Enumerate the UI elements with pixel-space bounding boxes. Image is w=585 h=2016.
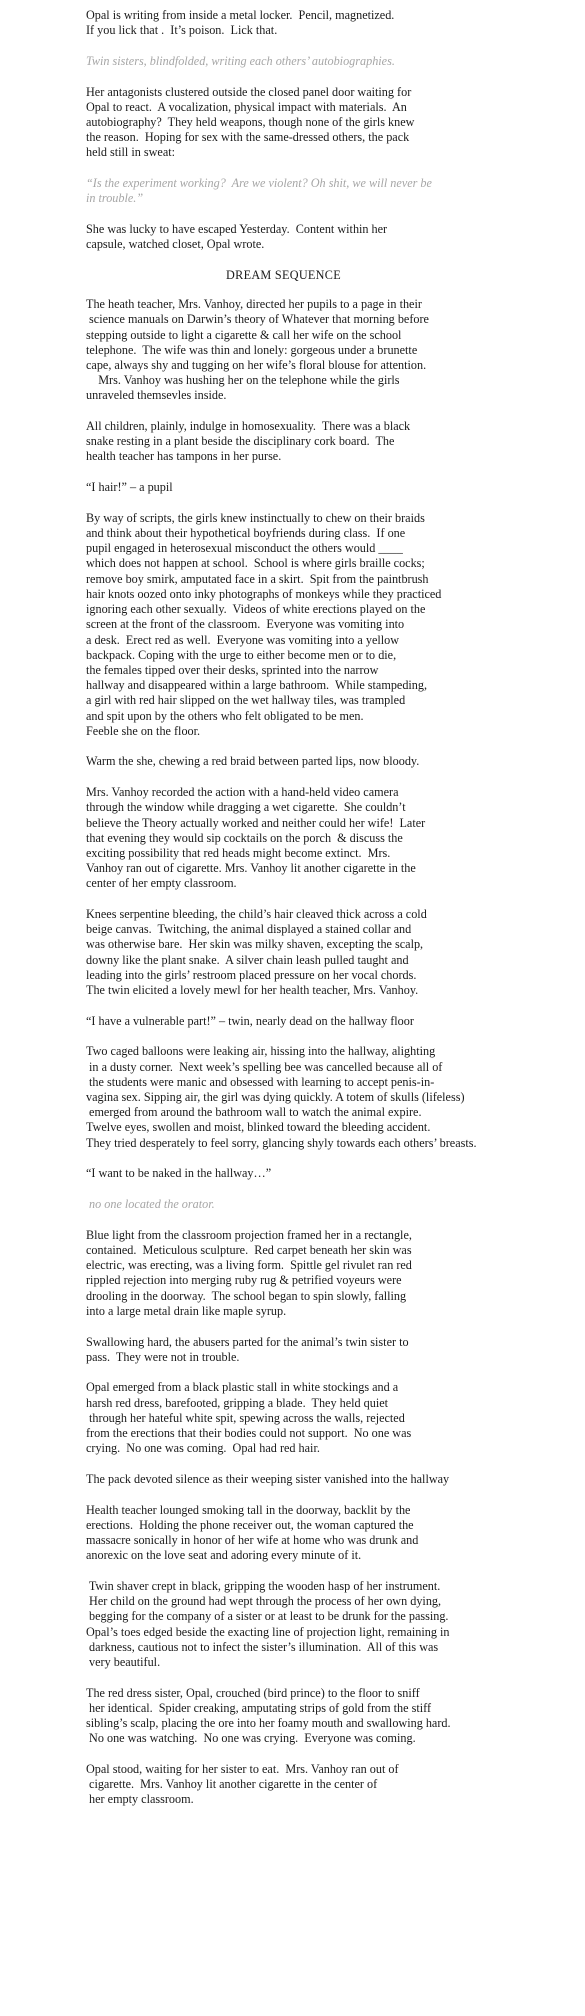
text-line: Mrs. Vanhoy was hushing her on the telephone while the girls [86,373,400,388]
text-line: downy like the plant snake. A silver chain leash pulled taught and [86,952,409,967]
text-line: beige canvas. Twitching, the animal displayed a stained collar and [86,922,412,937]
paragraph [86,511,585,739]
text-line: Two caged balloons were leaking air, hissing into the hallway, alighting [86,1044,436,1059]
text-line: Her antagonists clustered outside the closed panel door waiting for [86,84,412,99]
text-line: through the window while dragging a wet cigarette. She couldn’t [86,800,406,815]
text-line: stepping outside to light a cigarette & call her wife on the school [86,327,402,342]
text-line: a girl with red hair slipped on the wet hallway tiles, was trampled [86,693,406,708]
text-line: ignoring each other sexually. Videos of white erections played on the [86,602,426,617]
text-line: cigarette. Mrs. Vanhoy lit another cigarette in the center of [86,1777,378,1792]
text-line: from the erections that their bodies could not support. No one was [86,1426,412,1441]
text-line: capsule, watched closet, Opal wrote. [86,237,265,252]
text-line: “Is the experiment working? Are we violent? Oh shit, we will never be [86,176,432,191]
text-line: and think about their hypothetical boyfriends during class. If one [86,526,406,541]
text-line: No one was watching. No one was crying. Everyone was coming. [86,1731,416,1746]
text-line: that evening they would sip cocktails on the porch & discuss the [86,830,403,845]
text-line: the reason. Hoping for sex with the same-dressed others, the pack [86,130,410,145]
text-line: electric, was erecting, was a living form. Spittle gel rivulet ran red [86,1258,412,1273]
text-line: Opal stood, waiting for her sister to eat. Mrs. Vanhoy ran out of [86,1761,399,1776]
text-line: Swallowing hard, the abusers parted for the animal’s twin sister to [86,1334,409,1349]
text-line: emerged from around the bathroom wall to watch the animal expire. [86,1105,422,1120]
paragraph [86,1762,585,1808]
text-line: The twin elicited a lovely mewl for her health teacher, Mrs. Vanhoy. [86,983,419,998]
paragraph [86,480,585,495]
text-line: science manuals on Darwin’s theory of Whatever that morning before [86,312,429,327]
text-line: contained. Meticulous sculpture. Red carpet beneath her skin was [86,1243,412,1257]
text-line: in trouble.” [86,191,144,206]
text-line: a desk. Erect red as well. Everyone was vomiting into a yellow [86,632,400,647]
text-line: By way of scripts, the girls knew instinctually to chew on their braids [86,510,425,525]
text-line: massacre sonically in honor of her wife at home who was drunk and [86,1533,419,1548]
text-line: very beautiful. [86,1654,161,1669]
paragraph [86,1686,585,1747]
paragraph [86,1044,585,1150]
paragraph [86,8,585,38]
paragraph [86,1380,585,1456]
text-line: autobiography? They held weapons, though none of the girls knew [86,115,415,130]
italic-aside-paragraph [86,54,585,69]
text-line: Twin sisters, blindfolded, writing each others’ autobiographies. [86,53,395,68]
paragraph [86,907,585,998]
text-line: center of her empty classroom. [86,876,237,891]
paragraph [86,1014,585,1029]
text-line: Twin shaver crept in black, gripping the wooden hasp of her instrument. [86,1578,441,1593]
text-line: which does not happen at school. School is where girls braille cocks; [86,556,425,571]
text-line: backpack. Coping with the urge to either become men or to die, [86,647,397,662]
text-line: DREAM SEQUENCE [226,267,341,282]
text-line: no one located the orator. [86,1197,215,1212]
paragraph [86,1335,585,1365]
text-line: harsh red dress, barefooted, gripping a blade. They held quiet [86,1395,388,1410]
section-heading [86,268,481,283]
text-line: “I want to be naked in the hallway…” [86,1166,272,1181]
text-line: The pack devoted silence as their weeping sister vanished into the hallway [86,1471,450,1486]
text-line: held still in sweat: [86,145,176,160]
paragraph [86,1503,585,1564]
text-line: Twelve eyes, swollen and moist, blinked toward the bleeding accident. [86,1120,431,1135]
text-line: Warm the she, chewing a red braid between parted lips, now bloody. [86,754,420,769]
text-line: The heath teacher, Mrs. Vanhoy, directed her pupils to a page in their [86,297,422,312]
paragraph [86,1228,585,1319]
text-line: Her child on the ground had wept through the process of her own dying, [86,1594,442,1609]
text-line: darkness, cautious not to infect the sister’s illumination. All of this was [86,1639,439,1654]
text-line: Feeble she on the floor. [86,723,201,738]
text-line: cape, always shy and tugging on her wife’s floral blouse for attention. [86,357,427,372]
text-line: in a dusty corner. Next week’s spelling bee was cancelled because all of [86,1059,443,1074]
text-line: exciting possibility that red heads might become extinct. Mrs. [86,845,391,860]
paragraph [86,1166,585,1181]
paragraph [86,419,585,465]
text-line: hallway and disappeared within a large bathroom. While stampeding, [86,678,428,693]
text-line: pupil engaged in heterosexual misconduct the others would ____ [86,541,403,556]
text-line: erections. Holding the phone receiver out, the woman captured the [86,1517,414,1532]
text-line: Knees serpentine bleeding, the child’s hair cleaved thick across a cold [86,907,427,922]
text-line: snake resting in a plant beside the disciplinary cork board. The [86,434,395,449]
text-line: the students were manic and obsessed with learning to accept penis-in- [86,1074,435,1089]
text-line: telephone. The wife was thin and lonely: gorgeous under a brunette [86,342,418,357]
italic-aside-paragraph [86,176,585,206]
text-line: health teacher has tampons in her purse. [86,449,282,464]
text-line: The red dress sister, Opal, crouched (bird prince) to the floor to sniff [86,1685,420,1700]
text-line: Opal to react. A vocalization, physical impact with materials. An [86,99,407,114]
text-line: rippled rejection into merging ruby rug & petrified voyeurs were [86,1273,402,1288]
text-line: Blue light from the classroom projection framed her in a rectangle, [86,1227,412,1242]
paragraph [86,297,585,403]
italic-aside-paragraph [86,1197,585,1212]
paragraph [86,1579,585,1670]
text-line: through her hateful white spit, spewing across the walls, rejected [86,1410,405,1425]
text-line: Mrs. Vanhoy recorded the action with a hand-held video camera [86,785,399,800]
text-line: was otherwise bare. Her skin was milky shaven, excepting the scalp, [86,937,424,952]
text-line: crying. No one was coming. Opal had red hair. [86,1441,320,1456]
text-line: sibling’s scalp, placing the ore into her foamy mouth and swallowing hard. [86,1716,451,1731]
text-line: leading into the girls’ restroom placed pressure on her vocal chords. [86,967,417,982]
text-line: She was lucky to have escaped Yesterday. Content within her [86,222,388,237]
text-line: her identical. Spider creaking, amputating strips of gold from the stiff [86,1700,432,1715]
text-line: vagina sex. Sipping air, the girl was dying quickly. A totem of skulls (lifeless) [86,1090,465,1105]
paragraph [86,754,585,769]
text-line: “I hair!” – a pupil [86,480,173,495]
text-line: remove boy smirk, amputated face in a skirt. Spit from the paintbrush [86,571,429,586]
text-line: into a large metal drain like maple syrup. [86,1303,287,1318]
paragraph [86,1472,585,1487]
text-line: drooling in the doorway. The school began to spin slowly, falling [86,1288,407,1303]
text-line: Opal emerged from a black plastic stall in white stockings and a [86,1380,399,1395]
text-line: Health teacher lounged smoking tall in the doorway, backlit by the [86,1502,411,1517]
text-line: anorexic on the love seat and adoring every minute of it. [86,1548,362,1563]
text-line: “I have a vulnerable part!” – twin, nearly dead on the hallway floor [86,1013,414,1028]
text-line: If you lick that . It’s poison. Lick that. [86,23,278,38]
text-line: screen at the front of the classroom. Everyone was vomiting into [86,617,405,632]
text-line: Opal is writing from inside a metal locker. Pencil, magnetized. [86,8,395,22]
text-line: They tried desperately to feel sorry, glancing shyly towards each others’ breasts. [86,1135,477,1150]
text-line: the females tipped over their desks, sprinted into the narrow [86,662,379,677]
text-line: pass. They were not in trouble. [86,1349,240,1364]
text-line: All children, plainly, indulge in homosexuality. There was a black [86,419,411,434]
text-line: unraveled themsevles inside. [86,388,227,403]
paragraph [86,222,585,252]
text-line: begging for the company of a sister or at least to be drunk for the passing. [86,1609,449,1624]
text-line: believe the Theory actually worked and neither could her wife! Later [86,815,426,830]
paragraph [86,85,585,161]
paragraph [86,785,585,891]
text-line: Vanhoy ran out of cigarette. Mrs. Vanhoy lit another cigarette in the [86,861,416,876]
text-line: her empty classroom. [86,1792,194,1807]
text-line: and spit upon by the others who felt obligated to be men. [86,708,364,723]
text-line: Opal’s toes edged beside the exacting line of projection light, remaining in [86,1624,450,1639]
text-line: hair knots oozed onto inky photographs of monkeys while they practiced [86,586,442,601]
